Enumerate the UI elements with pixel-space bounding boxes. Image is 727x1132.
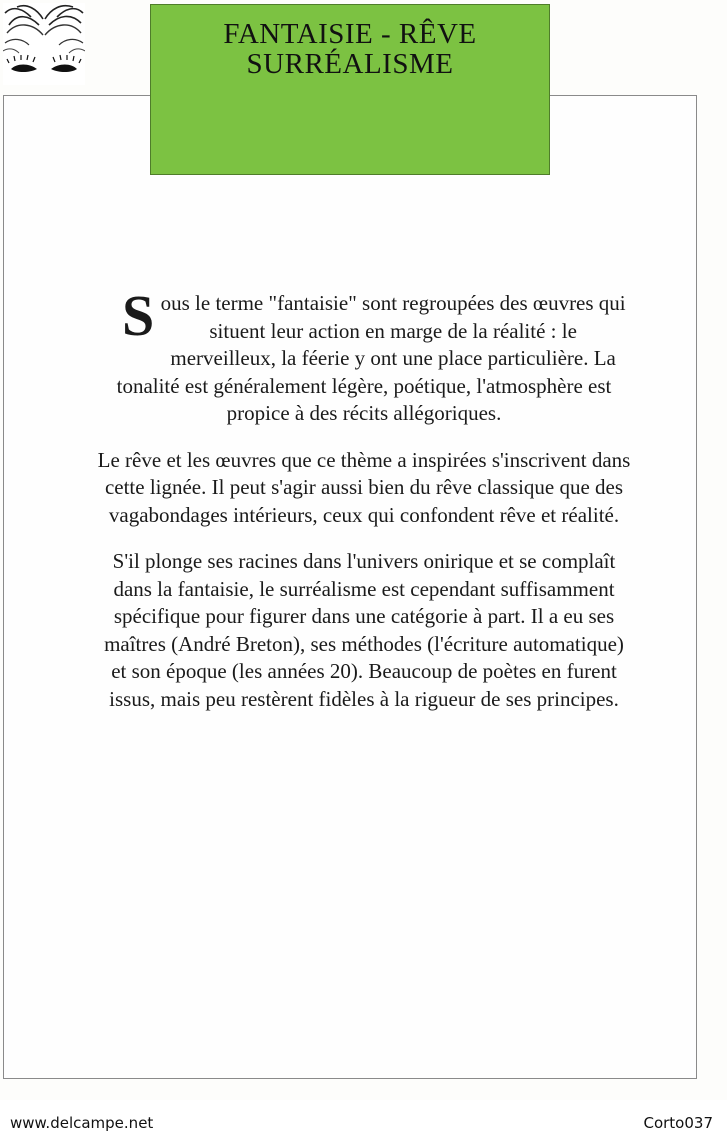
face-illustration-icon <box>3 3 85 85</box>
paragraph-1-text: ous le terme "fantaisie" sont regroupées des œuvres qui situent leur action en marge de la réalité : le merveilleux, la féerie y ont une place particulière. La tonalité est généralement légère, poétique, l'atmosphère est propice à des récits allégoriques. <box>116 291 626 425</box>
website-watermark: www.delcampe.net <box>10 1114 154 1132</box>
drop-cap: S <box>122 283 155 348</box>
paragraph-2: Le rêve et les œuvres que ce thème a inspirées s'inscrivent dans cette lignée. Il peut s'agir aussi bien du rêve classique que des vagabondages intérieurs, ceux qui confondent rêve et réalité. <box>97 447 631 527</box>
title-line-1: FANTAISIE - RÊVE <box>223 18 477 50</box>
title-line-2: SURRÉALISME <box>246 48 454 80</box>
paragraph-3: S'il plonge ses racines dans l'univers onirique et se complaît dans la fantaisie, le surréalisme est cependant suffisamment spécifique pour figurer dans une catégorie à part. Il a eu ses maîtres (André Breton), ses méthodes (l'écriture automatique) et son époque (les années 20). Beaucoup de poètes en furent issus, mais peu restèrent fidèles à la rigueur de ses principes. <box>104 549 624 711</box>
watermark-footer <box>0 1100 727 1131</box>
title-banner <box>150 4 550 175</box>
body-text <box>96 283 632 732</box>
paragraph-1 <box>96 283 632 428</box>
seller-watermark: Corto037 <box>643 1114 713 1132</box>
